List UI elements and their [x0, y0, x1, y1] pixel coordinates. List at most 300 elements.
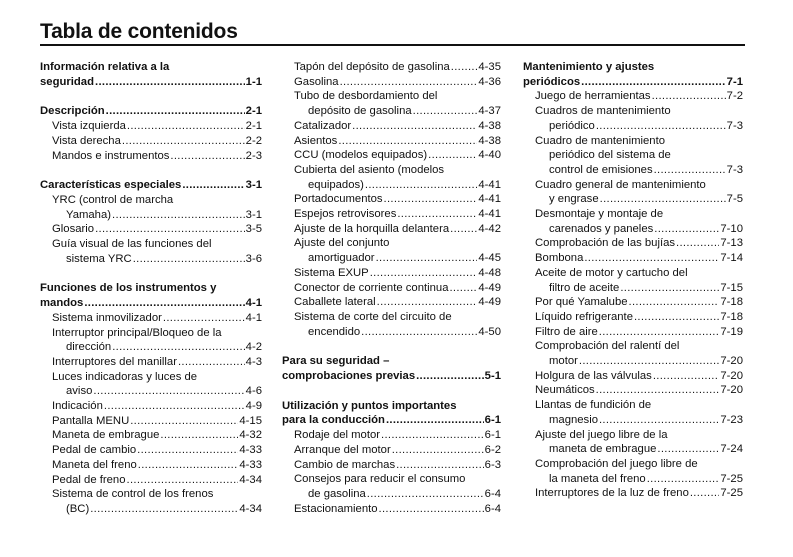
toc-entry-label: depósito de gasolina	[308, 105, 412, 118]
toc-page-number: 4-2	[245, 341, 262, 354]
toc-section-heading	[282, 399, 501, 414]
toc-entry-label: Indicación	[52, 400, 103, 413]
toc-entry[interactable]	[282, 443, 501, 458]
toc-entry-label: Llantas de fundición de	[535, 399, 652, 412]
toc-entry[interactable]	[523, 251, 743, 266]
dot-leader	[449, 281, 477, 296]
toc-entry[interactable]	[40, 222, 262, 237]
toc-entry	[523, 339, 743, 354]
toc-page-number: 7-18	[720, 296, 743, 309]
toc-entry[interactable]	[282, 266, 501, 281]
toc-page-number: 7-14	[720, 252, 743, 265]
dot-leader	[384, 192, 478, 207]
dot-leader	[599, 413, 719, 428]
toc-page-number: 4-6	[245, 385, 262, 398]
dot-leader	[361, 325, 477, 340]
toc-page-number: 2-3	[245, 149, 262, 162]
toc-entry-label: comprobaciones previas	[282, 370, 416, 383]
toc-entry[interactable]	[282, 207, 501, 222]
toc-entry-label: control de emisiones	[549, 163, 653, 176]
toc-page-number: 7-25	[720, 472, 743, 485]
dot-leader	[451, 60, 478, 75]
dot-leader	[690, 486, 720, 501]
dot-leader	[130, 414, 238, 429]
toc-entry-label: dirección	[66, 341, 112, 354]
toc-entry[interactable]	[523, 472, 743, 487]
dot-leader	[657, 442, 719, 457]
toc-entry[interactable]	[523, 163, 743, 178]
toc-entry-label: CCU (modelos equipados)	[294, 149, 428, 162]
toc-entry	[40, 237, 262, 252]
toc-entry-label: Guía visual de las funciones del	[52, 238, 212, 251]
dot-leader	[581, 75, 726, 90]
toc-page-number: 7-5	[726, 193, 743, 206]
toc-entry-label: mandos	[40, 297, 84, 310]
toc-entry[interactable]	[40, 458, 262, 473]
toc-page-number: 2-1	[245, 120, 262, 133]
toc-page-number: 4-33	[239, 444, 262, 457]
toc-entry	[282, 236, 501, 251]
toc-entry-label: Mantenimiento y ajustes	[523, 61, 655, 73]
toc-entry	[40, 487, 262, 502]
toc-entry[interactable]	[282, 487, 501, 502]
toc-entry[interactable]	[282, 251, 501, 266]
toc-entry	[523, 266, 743, 281]
toc-entry-label: seguridad	[40, 75, 94, 88]
toc-entry	[523, 134, 743, 149]
toc-entry-label: Arranque del motor	[294, 443, 391, 456]
toc-entry-label: Holgura de las válvulas	[535, 369, 652, 382]
toc-section-heading[interactable]	[40, 178, 262, 193]
toc-entry	[282, 472, 501, 487]
toc-page-number: 3-1	[245, 208, 262, 221]
toc-entry[interactable]	[282, 178, 501, 193]
toc-entry-label: Cambio de marchas	[294, 458, 396, 471]
toc-entry-label: Descripción	[40, 105, 105, 118]
toc-entry[interactable]	[282, 502, 501, 517]
dot-leader	[397, 207, 477, 222]
toc-entry-label: Vista izquierda	[52, 120, 126, 133]
toc-entry[interactable]	[523, 486, 743, 501]
toc-entry-label: Filtro de aire	[535, 325, 598, 338]
toc-entry	[523, 398, 743, 413]
toc-entry-label: Juego de herramientas	[535, 90, 651, 103]
dot-leader	[584, 251, 719, 266]
dot-leader	[93, 384, 244, 399]
toc-page-number: 7-20	[720, 369, 743, 382]
toc-section-heading[interactable]	[523, 75, 743, 90]
toc-entry[interactable]	[282, 60, 501, 75]
toc-page-number: 4-38	[478, 134, 501, 147]
toc-page-number: 5-1	[484, 370, 501, 383]
dot-leader	[634, 310, 719, 325]
toc-entry[interactable]	[523, 442, 743, 457]
toc-entry-label: Caballete lateral	[294, 296, 376, 309]
toc-entry[interactable]	[523, 413, 743, 428]
dot-leader	[379, 502, 484, 517]
toc-entry[interactable]	[40, 443, 262, 458]
toc-entry-label: Utilización y puntos importantes	[282, 399, 457, 412]
toc-page-number: 7-3	[726, 163, 743, 176]
toc-entry-label: para la conducción	[282, 414, 385, 427]
toc-entry-label: Cubierta del asiento (modelos	[294, 163, 445, 176]
toc-entry-label: Pedal de freno	[52, 473, 126, 486]
toc-entry-label: Espejos retrovisores	[294, 208, 397, 221]
toc-entry[interactable]	[282, 75, 501, 90]
toc-entry-label: maneta de embrague	[549, 443, 657, 456]
toc-entry	[523, 148, 743, 163]
toc-page-number: 4-40	[478, 149, 501, 162]
toc-page-number: 3-6	[245, 252, 262, 265]
toc-page-number: 4-33	[239, 458, 262, 471]
toc-column-2	[282, 60, 501, 516]
toc-entry-label: Sistema de control de los frenos	[52, 488, 214, 501]
toc-page-number: 4-37	[478, 105, 501, 118]
toc-page-number: 3-5	[245, 223, 262, 236]
toc-entry-label: amortiguador	[308, 252, 375, 265]
toc-page-number: 6-1	[484, 414, 501, 427]
dot-leader	[596, 119, 726, 134]
toc-entry[interactable]	[40, 149, 262, 164]
toc-page-number: 7-19	[720, 325, 743, 338]
toc-entry-label: Consejos para reducir el consumo	[294, 473, 466, 486]
toc-entry-label: Ajuste de la horquilla delantera	[294, 222, 450, 235]
toc-entry[interactable]	[282, 281, 501, 296]
toc-entry-label: periódico	[549, 119, 595, 132]
toc-page-number: 7-23	[720, 413, 743, 426]
dot-leader	[133, 252, 245, 267]
toc-section-heading	[282, 354, 501, 369]
toc-entry-label: Funciones de los instrumentos y	[40, 282, 217, 295]
section-gap	[282, 384, 501, 399]
toc-entry[interactable]	[282, 458, 501, 473]
toc-entry-label: periódicos	[523, 75, 581, 88]
toc-entry-label: Asientos	[294, 134, 338, 147]
toc-entry-label: Por qué Yamalube	[535, 296, 628, 309]
toc-entry-label: Cuadro de mantenimiento	[535, 134, 665, 147]
toc-page-number: 3-1	[245, 179, 262, 192]
dot-leader	[182, 178, 244, 193]
dot-leader	[163, 311, 245, 326]
dot-leader	[340, 75, 478, 90]
toc-entry	[523, 207, 743, 222]
toc-entry-label: Conector de corriente continua	[294, 281, 449, 294]
toc-entry[interactable]	[40, 119, 262, 134]
dot-leader	[450, 222, 477, 237]
toc-entry-label: Cuadros de mantenimiento	[535, 105, 671, 118]
dot-leader	[122, 134, 245, 149]
toc-entry-label: Ajuste del conjunto	[294, 237, 390, 250]
dot-leader	[112, 340, 244, 355]
toc-entry-label: y engrase	[549, 193, 599, 206]
dot-leader	[381, 428, 484, 443]
toc-entry-label: carenados y paneles	[549, 222, 654, 235]
toc-page-number: 6-1	[484, 429, 501, 442]
dot-leader	[84, 296, 244, 311]
toc-entry-label: Yamaha)	[66, 208, 111, 221]
toc-entry-label: Gasolina	[294, 75, 339, 88]
toc-entry-label: filtro de aceite	[549, 281, 620, 294]
toc-section-heading[interactable]	[282, 413, 501, 428]
toc-entry[interactable]	[282, 134, 501, 149]
toc-entry-label: Tapón del depósito de gasolina	[294, 61, 450, 73]
toc-entry-label: periódico del sistema de	[549, 149, 671, 162]
dot-leader	[90, 502, 238, 517]
dot-leader	[428, 148, 477, 163]
toc-entry-label: Líquido refrigerante	[535, 310, 633, 323]
toc-page-number: 4-42	[478, 222, 501, 235]
toc-entry-label: Luces indicadoras y luces de	[52, 370, 198, 383]
toc-page-number: 4-1	[245, 297, 262, 310]
title-rule	[40, 44, 745, 46]
toc-page-number: 4-3	[245, 355, 262, 368]
toc-page-number: 4-45	[478, 252, 501, 265]
dot-leader	[178, 355, 245, 370]
toc-entry[interactable]	[40, 355, 262, 370]
toc-entry-label: Bombona	[535, 252, 584, 265]
toc-entry	[523, 104, 743, 119]
toc-entry[interactable]	[282, 428, 501, 443]
toc-entry-label: Tubo de desbordamiento del	[294, 90, 438, 103]
toc-entry-label: Aceite de motor y cartucho del	[535, 266, 688, 279]
toc-page-number: 4-9	[245, 400, 262, 413]
dot-leader	[376, 251, 478, 266]
dot-leader	[138, 458, 239, 473]
toc-page-number: 4-34	[239, 473, 262, 486]
toc-entry-label: Sistema de corte del circuito de	[294, 310, 452, 323]
toc-entry[interactable]	[523, 369, 743, 384]
toc-entry-label: Maneta del freno	[52, 458, 137, 471]
dot-leader	[600, 192, 726, 207]
toc-section-heading	[40, 281, 262, 296]
toc-page-number: 6-3	[484, 458, 501, 471]
dot-leader	[104, 399, 245, 414]
dot-leader	[370, 266, 478, 281]
dot-leader	[654, 163, 726, 178]
toc-entry-label: Vista derecha	[52, 134, 121, 147]
toc-entry[interactable]	[40, 252, 262, 267]
toc-entry	[282, 163, 501, 178]
toc-page-number: 4-1	[245, 311, 262, 324]
toc-entry[interactable]	[523, 119, 743, 134]
toc-page-number: 2-2	[245, 134, 262, 147]
toc-entry-label: Para su seguridad –	[282, 355, 390, 368]
toc-entry-label: Información relativa a la	[40, 61, 170, 73]
toc-entry[interactable]	[40, 414, 262, 429]
toc-page-number: 1-1	[245, 75, 262, 88]
toc-page-number: 4-48	[478, 266, 501, 279]
toc-entry-label: Interruptor principal/Bloqueo de la	[52, 326, 222, 339]
toc-page-number: 7-3	[726, 119, 743, 132]
toc-entry[interactable]	[523, 325, 743, 340]
toc-page-number: 7-20	[720, 355, 743, 368]
toc-entry	[40, 370, 262, 385]
dot-leader	[95, 75, 245, 90]
toc-entry-label: Sistema EXUP	[294, 266, 369, 279]
toc-entry[interactable]	[523, 222, 743, 237]
toc-entry-label: Interruptores de la luz de freno	[535, 487, 689, 500]
toc-entry-label: Comprobación del ralentí del	[535, 340, 680, 353]
toc-page-number: 4-41	[478, 178, 501, 191]
toc-entry[interactable]	[40, 384, 262, 399]
toc-page-number: 4-36	[478, 75, 501, 88]
toc-entry-label: Características especiales	[40, 179, 182, 192]
toc-page-number: 4-15	[239, 414, 262, 427]
toc-column-3	[523, 60, 743, 501]
toc-entry[interactable]	[282, 192, 501, 207]
toc-entry[interactable]	[523, 236, 743, 251]
toc-entry[interactable]	[40, 340, 262, 355]
toc-page-number: 6-4	[484, 502, 501, 515]
toc-entry-label: motor	[549, 355, 578, 368]
toc-page-number: 4-35	[478, 61, 501, 73]
toc-entry-label: (BC)	[66, 502, 90, 515]
dot-leader	[137, 443, 238, 458]
toc-entry-label: Comprobación de las bujías	[535, 237, 676, 250]
toc-entry[interactable]	[40, 473, 262, 488]
toc-entry[interactable]	[523, 192, 743, 207]
toc-entry[interactable]	[523, 281, 743, 296]
dot-leader	[599, 325, 720, 340]
toc-entry-label: Comprobación del juego libre de	[535, 457, 698, 470]
toc-entry-label: Glosario	[52, 223, 95, 236]
toc-entry	[523, 457, 743, 472]
dot-leader	[629, 295, 720, 310]
toc-page-number: 6-4	[484, 487, 501, 500]
toc-entry-label: encendido	[308, 325, 361, 338]
toc-entry[interactable]	[282, 325, 501, 340]
dot-leader	[112, 208, 245, 223]
toc-page-number: 4-34	[239, 502, 262, 515]
dot-leader	[106, 104, 245, 119]
dot-leader	[377, 295, 478, 310]
toc-entry[interactable]	[40, 399, 262, 414]
toc-entry-label: YRC (control de marcha	[52, 193, 174, 206]
toc-entry[interactable]	[282, 148, 501, 163]
toc-entry-label: Desmontaje y montaje de	[535, 208, 664, 221]
toc-section-heading[interactable]	[40, 296, 262, 311]
toc-entry[interactable]	[40, 134, 262, 149]
dot-leader	[652, 89, 726, 104]
toc-page-number: 7-2	[726, 90, 743, 103]
toc-entry-label: Catalizador	[294, 119, 352, 132]
toc-page-number: 4-49	[478, 281, 501, 294]
toc-entry-label: sistema YRC	[66, 252, 132, 265]
toc-section-heading[interactable]	[282, 369, 501, 384]
toc-entry	[282, 89, 501, 104]
toc-page-number: 7-18	[720, 310, 743, 323]
toc-entry[interactable]	[282, 295, 501, 310]
toc-entry[interactable]	[523, 310, 743, 325]
dot-leader	[160, 428, 238, 443]
dot-leader	[620, 281, 719, 296]
toc-page-number: 7-10	[720, 222, 743, 235]
toc-entry[interactable]	[523, 295, 743, 310]
toc-column-1	[40, 60, 262, 517]
toc-entry[interactable]	[40, 502, 262, 517]
toc-page-number: 4-41	[478, 208, 501, 221]
toc-page-number: 4-41	[478, 193, 501, 206]
toc-entry	[40, 326, 262, 341]
toc-page-number: 2-1	[245, 105, 262, 118]
toc-page-number: 4-49	[478, 296, 501, 309]
dot-leader	[647, 472, 720, 487]
toc-entry-label: Neumáticos	[535, 384, 595, 397]
toc-entry-label: Pantalla MENU	[52, 414, 130, 427]
toc-page-number: 4-38	[478, 119, 501, 132]
toc-entry-label: Mandos e instrumentos	[52, 149, 170, 162]
toc-entry-label: equipados)	[308, 178, 364, 191]
dot-leader	[365, 178, 477, 193]
toc-entry[interactable]	[282, 222, 501, 237]
toc-section-heading[interactable]	[40, 75, 262, 90]
toc-entry	[40, 193, 262, 208]
toc-entry	[282, 310, 501, 325]
toc-page-number: 7-13	[720, 237, 743, 250]
page-title: Tabla de contenidos	[40, 20, 238, 43]
toc-section-heading	[40, 60, 262, 75]
dot-leader	[338, 134, 477, 149]
toc-page-number: 7-24	[720, 443, 743, 456]
toc-entry-label: Ajuste del juego libre de la	[535, 428, 668, 441]
toc-section-heading	[523, 60, 743, 75]
toc-entry[interactable]	[40, 208, 262, 223]
dot-leader	[676, 236, 719, 251]
toc-entry-label: la maneta del freno	[549, 472, 646, 485]
toc-page-number: 7-15	[720, 281, 743, 294]
toc-section-heading[interactable]	[40, 104, 262, 119]
toc-entry[interactable]	[40, 428, 262, 443]
dot-leader	[596, 383, 720, 398]
dot-leader	[386, 413, 484, 428]
toc-entry[interactable]	[523, 354, 743, 369]
dot-leader	[127, 119, 245, 134]
toc-entry[interactable]	[523, 89, 743, 104]
toc-entry	[523, 178, 743, 193]
toc-page-number: 4-32	[239, 429, 262, 442]
toc-page-number: 6-2	[484, 443, 501, 456]
toc-entry-label: de gasolina	[308, 487, 366, 500]
toc-entry	[523, 428, 743, 443]
dot-leader	[127, 473, 239, 488]
toc-page-number: 7-25	[720, 487, 743, 500]
dot-leader	[170, 149, 244, 164]
toc-entry-label: aviso	[66, 385, 93, 398]
toc-page-number: 7-20	[720, 384, 743, 397]
section-gap	[40, 163, 262, 178]
toc-entry-label: magnesio	[549, 413, 598, 426]
toc-entry-label: Maneta de embrague	[52, 429, 160, 442]
toc-entry-label: Pedal de cambio	[52, 444, 137, 457]
dot-leader	[654, 222, 719, 237]
toc-entry-label: Portadocumentos	[294, 193, 383, 206]
dot-leader	[367, 487, 484, 502]
toc-entry[interactable]	[282, 119, 501, 134]
toc-entry[interactable]	[282, 104, 501, 119]
dot-leader	[396, 458, 484, 473]
toc-entry-label: Rodaje del motor	[294, 429, 381, 442]
toc-entry[interactable]	[523, 383, 743, 398]
dot-leader	[352, 119, 477, 134]
toc-entry-label: Interruptores del manillar	[52, 355, 177, 368]
toc-entry[interactable]	[40, 311, 262, 326]
section-gap	[40, 89, 262, 104]
toc-entry-label: Sistema inmovilizador	[52, 311, 162, 324]
dot-leader	[392, 443, 484, 458]
dot-leader	[95, 222, 245, 237]
section-gap	[40, 266, 262, 281]
dot-leader	[416, 369, 484, 384]
